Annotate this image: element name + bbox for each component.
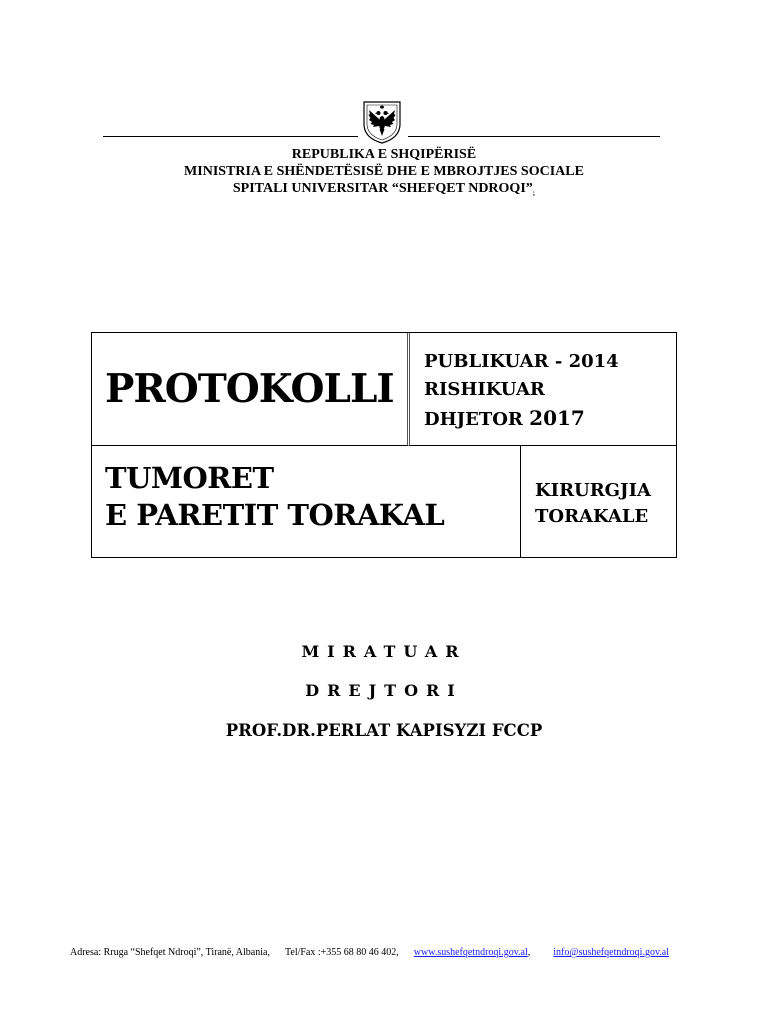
hospital-name-mark: ; <box>532 189 536 197</box>
revised-year: 2017 <box>529 406 585 430</box>
director-name: PROF.DR.PERLAT KAPISYZI FCCP <box>225 721 543 740</box>
publication-info <box>424 348 619 434</box>
institution-header <box>0 146 768 202</box>
topic-line-2: E PARETIT TORAKAL <box>105 498 445 532</box>
revised-month: DHJETOR <box>424 409 523 430</box>
director-role: DREJTORI <box>305 681 463 700</box>
department-name <box>535 478 651 530</box>
hospital-name-line <box>0 180 768 202</box>
republic-name: REPUBLIKA E SHQIPËRISË <box>291 147 477 162</box>
protocol-table <box>91 332 677 558</box>
revised-label: RISHIKUAR <box>424 379 545 400</box>
footer-telfax: Tel/Fax :+355 68 80 46 402, <box>284 947 399 958</box>
footer-website-separator: , <box>527 947 531 958</box>
department-line-1: KIRURGJIA <box>535 480 651 501</box>
header-rule-left <box>103 136 358 137</box>
ministry-name: MINISTRIA E SHËNDETËSISË DHE E MBROJTJES SOCIALE <box>184 164 584 179</box>
publication-info-cell <box>410 333 676 446</box>
protocol-title-cell <box>92 333 410 446</box>
department-cell <box>521 446 676 557</box>
protocol-topic <box>105 460 444 534</box>
protocol-topic-cell <box>92 446 521 557</box>
topic-line-1: TUMORET <box>105 461 274 495</box>
albanian-eagle-emblem-icon <box>358 100 406 144</box>
header-rule-right <box>408 136 660 137</box>
protocol-title: PROTOKOLLI <box>105 366 394 412</box>
footer-contact <box>70 947 710 958</box>
department-line-2: TORAKALE <box>535 506 649 527</box>
approved-label: MIRATUAR <box>301 642 467 661</box>
footer-address: Adresa: Rruga “Shefqet Ndroqi”, Tiranë, Albania, <box>70 947 270 958</box>
footer-website-link[interactable]: www.sushefqetndroqi.gov.al <box>413 947 528 958</box>
published-year: PUBLIKUAR - 2014 <box>424 351 619 372</box>
footer-email-link[interactable]: info@sushefqetndroqi.gov.al <box>553 947 670 958</box>
hospital-name: SPITALI UNIVERSITAR “SHEFQET NDROQI” <box>232 181 533 196</box>
revised-date <box>424 404 619 434</box>
